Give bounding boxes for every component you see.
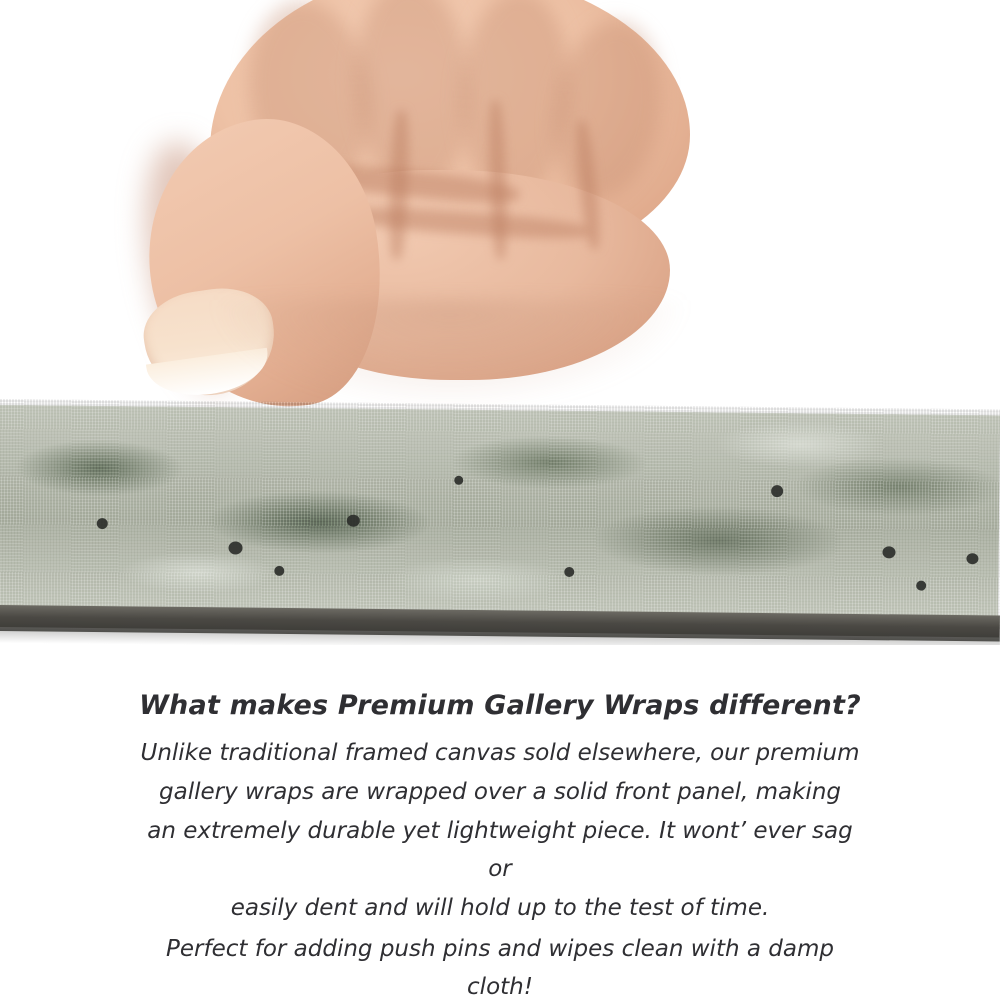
caption-final-line: Perfect for adding push pins and wipes clean with a damp cloth! <box>166 935 834 1001</box>
caption-line-4: easily dent and will hold up to the test of time. <box>230 894 770 921</box>
canvas-speck <box>771 485 783 497</box>
caption-line-1: Unlike traditional framed canvas sold elsewhere, our premium <box>140 740 860 767</box>
canvas-speck <box>274 566 284 576</box>
canvas-speck <box>454 476 463 485</box>
caption-block <box>0 690 1000 1007</box>
canvas-speck <box>966 553 978 564</box>
canvas-speck <box>564 567 574 577</box>
caption-line-3: an extremely durable yet lightweight piece. It wont’ ever sag or <box>147 817 853 883</box>
caption-body <box>0 734 1000 1006</box>
canvas-speck <box>347 515 360 527</box>
hand-illustration <box>90 0 710 440</box>
hand-contact-shadow <box>210 300 690 410</box>
caption-line-2: gallery wraps are wrapped over a solid front panel, making <box>159 779 841 806</box>
canvas-speck <box>916 581 926 591</box>
canvas-speck <box>97 518 108 529</box>
caption-title: What makes Premium Gallery Wraps different? <box>139 690 861 721</box>
canvas-weave-texture <box>0 399 1000 630</box>
canvas-speck <box>228 541 242 554</box>
canvas-speck <box>882 546 895 558</box>
canvas-printed-face <box>0 405 1000 622</box>
canvas-wrap-edge <box>0 405 1000 645</box>
